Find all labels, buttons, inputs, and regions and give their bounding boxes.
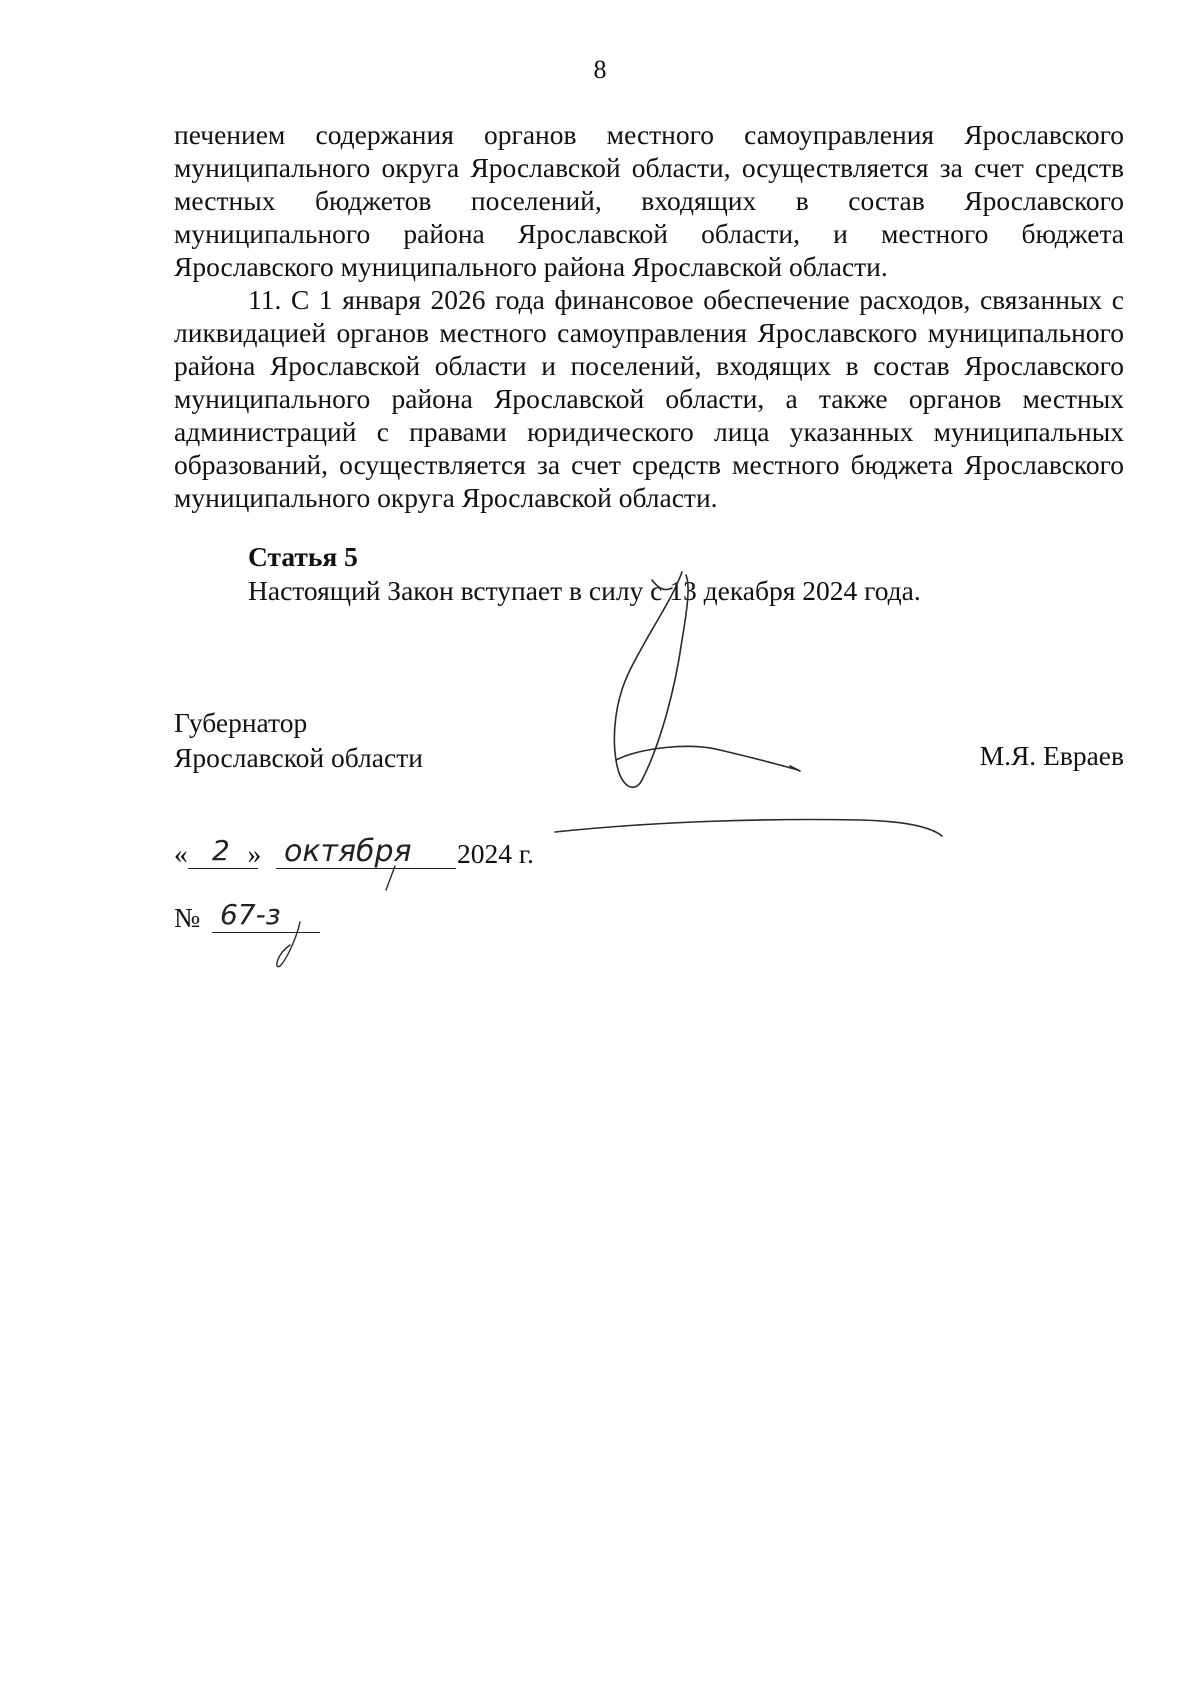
- signatory-title-line2: Ярославской области: [174, 742, 423, 773]
- handwritten-day: 2: [212, 834, 230, 867]
- signatory-name: М.Я. Евраев: [979, 740, 1124, 771]
- number-sign: №: [174, 902, 201, 933]
- date-year: 2024 г.: [457, 838, 534, 869]
- date-open-quote: «: [174, 838, 188, 869]
- article-text: Настоящий Закон вступает в силу с 13 декабря 2024 года.: [248, 575, 921, 606]
- paragraph-11: 11. С 1 января 2026 года финансовое обеспечение расходов, связанных с ликвидацией органов местного самоуправления Ярославского муниципального района Ярославской области и поселений, входящих в состав Ярославского муниципального района Ярославской области, а также органов местных администраций с правами юридического лица указанных муниципальных образований, осуществляется за счет средств местного бюджета Ярославского муниципального округа Ярославской области.: [174, 284, 1124, 513]
- handwritten-number: 67-з: [220, 898, 281, 931]
- paragraph-continuation: печением содержания органов местного самоуправления Ярославского муниципального округа Ярославской области, осуществляется за счет средств местных бюджетов поселений, входящих в состав Ярославского муниципального района Ярославской области, и местного бюджета Ярославского муниципального района Ярославской области.: [174, 119, 1124, 282]
- date-close-quote: »: [247, 838, 262, 869]
- handwritten-month: октября: [284, 834, 412, 869]
- signatory-title-line1: Губернатор: [174, 707, 308, 738]
- page-number: 8: [593, 55, 607, 84]
- article-title: Статья 5: [248, 541, 358, 572]
